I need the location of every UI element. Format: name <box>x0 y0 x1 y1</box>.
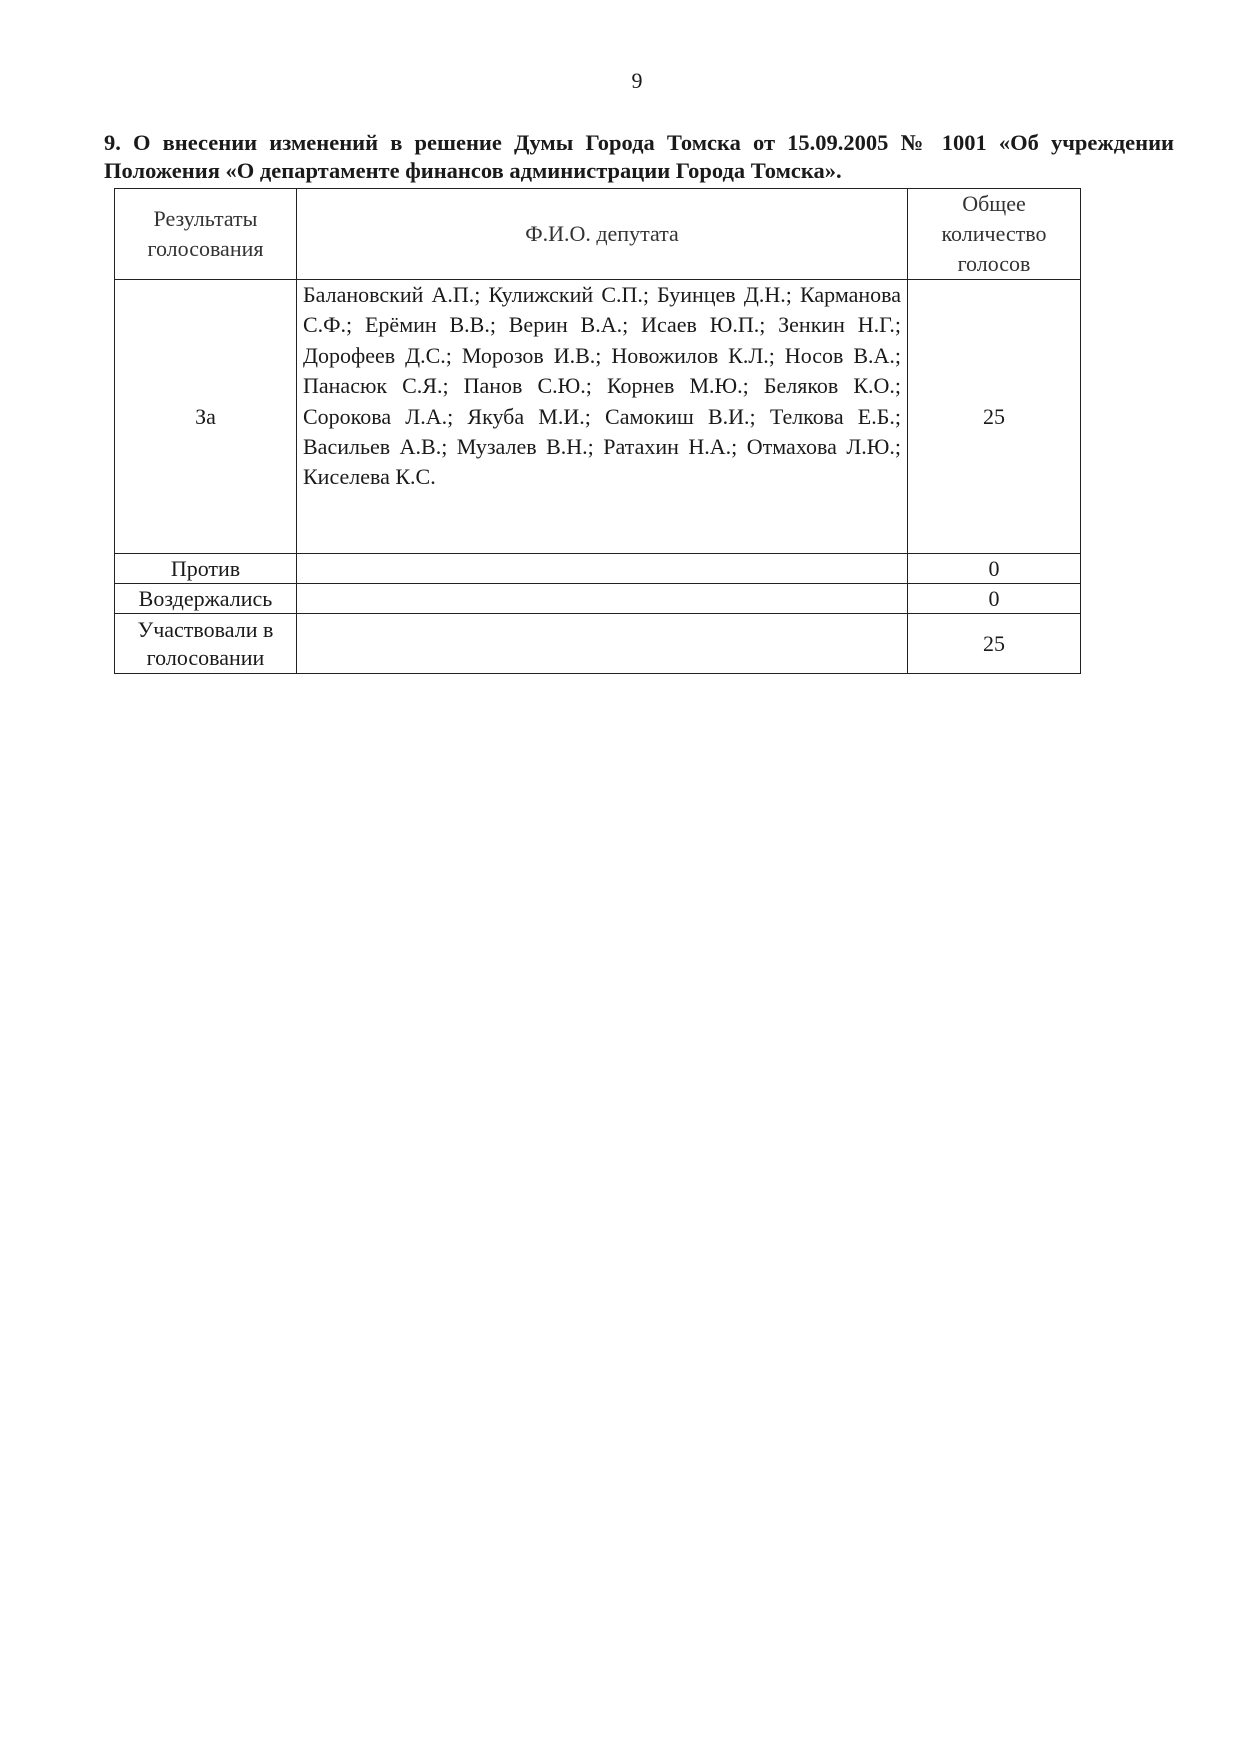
table-header-row <box>115 189 1081 280</box>
deputy-names-abstained <box>297 584 908 614</box>
agenda-item-heading: 9. О внесении изменений в решение Думы Города Томска от 15.09.2005 № 1001 «Об учреждении Положения «О департаменте финансов администрации Города Томска». <box>104 130 1174 183</box>
header-vote-count: Общее количество голосов <box>908 189 1081 280</box>
deputy-names-against <box>297 554 908 584</box>
deputy-names-for: Балановский А.П.; Кулижский С.П.; Буинцев Д.Н.; Карманова С.Ф.; Ерёмин В.В.; Верин В.А.; Исаев Ю.П.; Зенкин Н.Г.; Дорофеев Д.С.; Морозов И.В.; Новожилов К.Л.; Носов В.А.; Панасюк С.Я.; Панов С.Ю.; Корнев М.Ю.; Беляков К.О.; Сорокова Л.А.; Якуба М.И.; Самокиш В.И.; Телкова Е.Б.; Васильев А.В.; Музалев В.Н.; Ратахин Н.А.; Отмахова Л.Ю.; Киселева К.С. <box>297 280 908 554</box>
result-abstained: Воздержались <box>115 584 297 614</box>
page-number: 9 <box>631 68 643 93</box>
count-abstained: 0 <box>908 584 1081 614</box>
table-row <box>115 280 1081 554</box>
header-deputy-names: Ф.И.О. депутата <box>297 189 908 280</box>
count-participated: 25 <box>908 614 1081 674</box>
deputy-names-participated <box>297 614 908 674</box>
table-row <box>115 584 1081 614</box>
result-for: За <box>115 280 297 554</box>
count-for: 25 <box>908 280 1081 554</box>
result-against: Против <box>115 554 297 584</box>
count-against: 0 <box>908 554 1081 584</box>
table-row <box>115 554 1081 584</box>
result-participated: Участвовали в голосовании <box>115 614 297 674</box>
voting-results-table <box>114 188 1081 674</box>
header-results: Результаты голосования <box>115 189 297 280</box>
table-row <box>115 614 1081 674</box>
